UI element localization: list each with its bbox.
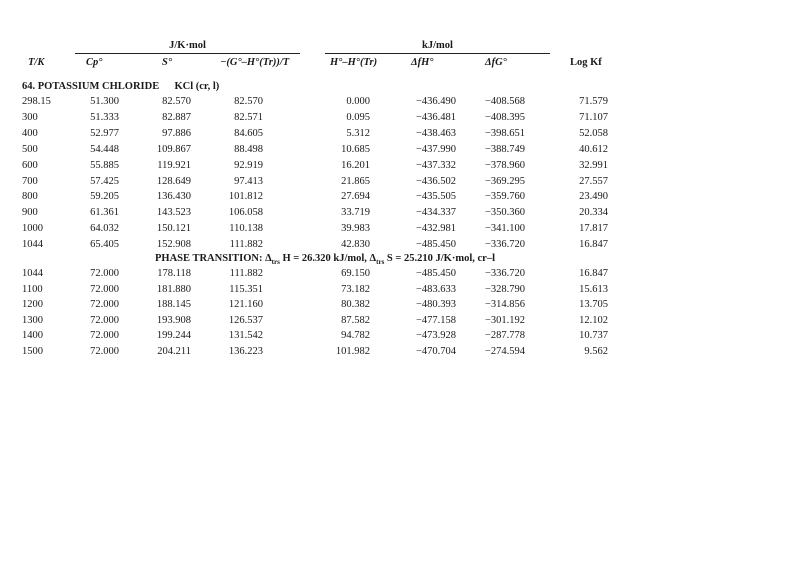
- table-cell: −369.295: [484, 175, 525, 187]
- table-cell: 72.000: [90, 314, 119, 326]
- col-header-S: S°: [162, 57, 173, 68]
- table-cell: 52.058: [579, 127, 608, 139]
- table-cell: −438.463: [415, 127, 456, 139]
- table-cell: −436.481: [415, 111, 456, 123]
- table-cell: −477.158: [415, 314, 456, 326]
- table-cell: −378.960: [484, 159, 525, 171]
- group-header-jkmol: J/K·mol: [169, 40, 206, 51]
- table-cell: 1400: [22, 330, 43, 341]
- table-cell: 72.000: [90, 345, 119, 357]
- table-cell: −480.393: [415, 299, 456, 310]
- col-header-Cp: Cp°: [86, 57, 103, 68]
- table-cell: 23.490: [579, 191, 608, 203]
- group-header-kjmol: kJ/mol: [422, 40, 453, 51]
- table-cell: 87.582: [341, 314, 370, 326]
- table-cell: −301.192: [484, 314, 525, 326]
- table-cell: −336.720: [484, 268, 525, 279]
- table-cell: 111.882: [229, 268, 263, 279]
- table-cell: −314.856: [484, 299, 525, 310]
- table-cell: 136.223: [228, 345, 263, 357]
- col-header-logK: Log Kf: [570, 57, 602, 68]
- transition-text-1: PHASE TRANSITION: Δ: [155, 253, 272, 264]
- table-cell: 69.150: [341, 268, 370, 279]
- table-cell: 27.557: [579, 175, 608, 187]
- table-cell: 188.145: [156, 299, 191, 310]
- table-cell: 10.685: [341, 143, 370, 155]
- table-cell: 64.032: [90, 223, 119, 235]
- table-cell: −432.981: [415, 223, 456, 235]
- table-cell: 40.612: [579, 143, 608, 155]
- table-cell: 82.571: [234, 111, 263, 123]
- col-header-H: H°–H°(Tr): [330, 57, 378, 68]
- table-cell: −350.360: [484, 207, 525, 219]
- table-cell: −485.450: [415, 268, 456, 279]
- table-cell: 150.121: [156, 223, 191, 235]
- table-cell: 82.887: [162, 111, 191, 123]
- table-cell: 72.000: [90, 299, 119, 310]
- table-cell: 73.182: [341, 283, 370, 295]
- table-cell: 136.430: [156, 191, 191, 203]
- transition-text-2: H = 26.320 kJ/mol, Δ: [279, 253, 377, 264]
- table-cell: 1044: [22, 268, 43, 279]
- table-cell: 400: [22, 127, 38, 139]
- table-cell: −274.594: [484, 345, 525, 357]
- col-header-dG: ΔfG°: [485, 57, 507, 68]
- table-cell: 59.205: [90, 191, 119, 203]
- table-cell: −435.505: [415, 191, 456, 203]
- table-cell: −388.749: [484, 143, 525, 155]
- table-cell: 106.058: [228, 207, 263, 219]
- table-cell: 101.982: [335, 345, 370, 357]
- table-cell: −328.790: [484, 283, 525, 295]
- table-cell: 9.562: [584, 345, 608, 357]
- table-cell: 72.000: [90, 283, 119, 295]
- table-cell: 900: [22, 207, 38, 219]
- table-cell: 54.448: [90, 143, 119, 155]
- table-cell: 178.118: [157, 268, 191, 279]
- table-cell: 57.425: [90, 175, 119, 187]
- col-header-T: T/K: [28, 57, 45, 68]
- table-cell: 55.885: [90, 159, 119, 171]
- table-cell: 16.847: [579, 239, 608, 251]
- table-cell: −437.990: [415, 143, 456, 155]
- table-cell: 1300: [22, 314, 43, 326]
- table-cell: 204.211: [157, 345, 191, 357]
- table-cell: 61.361: [90, 207, 119, 219]
- table-cell: 71.107: [579, 111, 608, 123]
- table-cell: 101.812: [228, 191, 263, 203]
- table-cell: 126.537: [228, 314, 263, 326]
- table-cell: 121.160: [228, 299, 263, 310]
- table-cell: 32.991: [579, 159, 608, 171]
- table-cell: 700: [22, 175, 38, 187]
- table-cell: 143.523: [156, 207, 191, 219]
- table-cell: −436.490: [415, 96, 456, 107]
- col-header-dH: ΔfH°: [411, 57, 434, 68]
- table-cell: 5.312: [346, 127, 370, 139]
- col-header-G: −(G°–H°(Tr))/T: [220, 57, 290, 68]
- table-cell: 1044: [22, 239, 43, 251]
- table-cell: 51.300: [90, 96, 119, 107]
- table-cell: 181.880: [156, 283, 191, 295]
- table-cell: 1000: [22, 223, 43, 235]
- table-cell: 111.882: [229, 239, 263, 251]
- phase-transition: [155, 253, 495, 266]
- table-cell: 16.847: [579, 268, 608, 279]
- table-cell: 0.095: [346, 111, 370, 123]
- table-cell: 72.000: [90, 330, 119, 341]
- table-cell: 80.382: [341, 299, 370, 310]
- table-cell: 82.570: [234, 96, 263, 107]
- transition-text-3: S = 25.210 J/K·mol, cr–l: [384, 253, 495, 264]
- table-cell: 119.921: [157, 159, 191, 171]
- table-cell: 27.694: [341, 191, 370, 203]
- table-cell: 199.244: [156, 330, 191, 341]
- table-cell: 600: [22, 159, 38, 171]
- table-cell: 33.719: [341, 207, 370, 219]
- table-cell: 39.983: [341, 223, 370, 235]
- table-cell: 109.867: [156, 143, 191, 155]
- table-cell: 16.201: [341, 159, 370, 171]
- table-cell: 94.782: [341, 330, 370, 341]
- table-cell: −336.720: [484, 239, 525, 251]
- table-cell: 71.579: [579, 96, 608, 107]
- table-cell: 65.405: [90, 239, 119, 251]
- table-cell: 20.334: [579, 207, 608, 219]
- table-cell: 110.138: [229, 223, 263, 235]
- table-cell: 1200: [22, 299, 43, 310]
- table-cell: −473.928: [415, 330, 456, 341]
- table-cell: −341.100: [484, 223, 525, 235]
- table-cell: −408.395: [484, 111, 525, 123]
- table-cell: 52.977: [90, 127, 119, 139]
- table-cell: 97.413: [234, 175, 263, 187]
- table-cell: 97.886: [162, 127, 191, 139]
- table-cell: 13.705: [579, 299, 608, 310]
- table-cell: 10.737: [579, 330, 608, 341]
- table-cell: 115.351: [229, 283, 263, 295]
- section-name: 64. POTASSIUM CHLORIDE: [22, 81, 160, 92]
- table-cell: 1100: [22, 283, 43, 295]
- table-cell: −359.760: [484, 191, 525, 203]
- table-cell: −434.337: [415, 207, 456, 219]
- section-formula: KCl (cr, l): [174, 81, 220, 92]
- section-title: [22, 81, 219, 92]
- table-cell: 92.919: [234, 159, 263, 171]
- table-cell: −483.633: [415, 283, 456, 295]
- table-cell: 15.613: [579, 283, 608, 295]
- table-cell: 72.000: [90, 268, 119, 279]
- table-cell: 298.15: [22, 96, 51, 107]
- table-cell: −408.568: [484, 96, 525, 107]
- transition-sub-2: trs: [376, 258, 385, 267]
- table-cell: −398.651: [484, 127, 525, 139]
- table-cell: 500: [22, 143, 38, 155]
- transition-sub-1: trs: [271, 258, 280, 267]
- group-rule-right: [325, 53, 550, 54]
- table-cell: 128.649: [156, 175, 191, 187]
- table-cell: −470.704: [415, 345, 456, 357]
- table-cell: 300: [22, 111, 38, 123]
- table-cell: 82.570: [162, 96, 191, 107]
- group-rule-left: [75, 53, 300, 54]
- table-cell: 800: [22, 191, 38, 203]
- table-cell: 84.605: [234, 127, 263, 139]
- table-cell: −437.332: [415, 159, 456, 171]
- table-cell: −436.502: [415, 175, 456, 187]
- table-cell: 152.908: [156, 239, 191, 251]
- table-cell: −485.450: [415, 239, 456, 251]
- table-cell: 51.333: [90, 111, 119, 123]
- table-cell: 17.817: [579, 223, 608, 235]
- table-cell: 21.865: [341, 175, 370, 187]
- table-cell: 12.102: [579, 314, 608, 326]
- table-cell: 88.498: [234, 143, 263, 155]
- table-cell: 42.830: [341, 239, 370, 251]
- table-cell: 193.908: [156, 314, 191, 326]
- table-cell: 1500: [22, 345, 43, 357]
- table-cell: −287.778: [484, 330, 525, 341]
- table-cell: 131.542: [228, 330, 263, 341]
- table-cell: 0.000: [346, 96, 370, 107]
